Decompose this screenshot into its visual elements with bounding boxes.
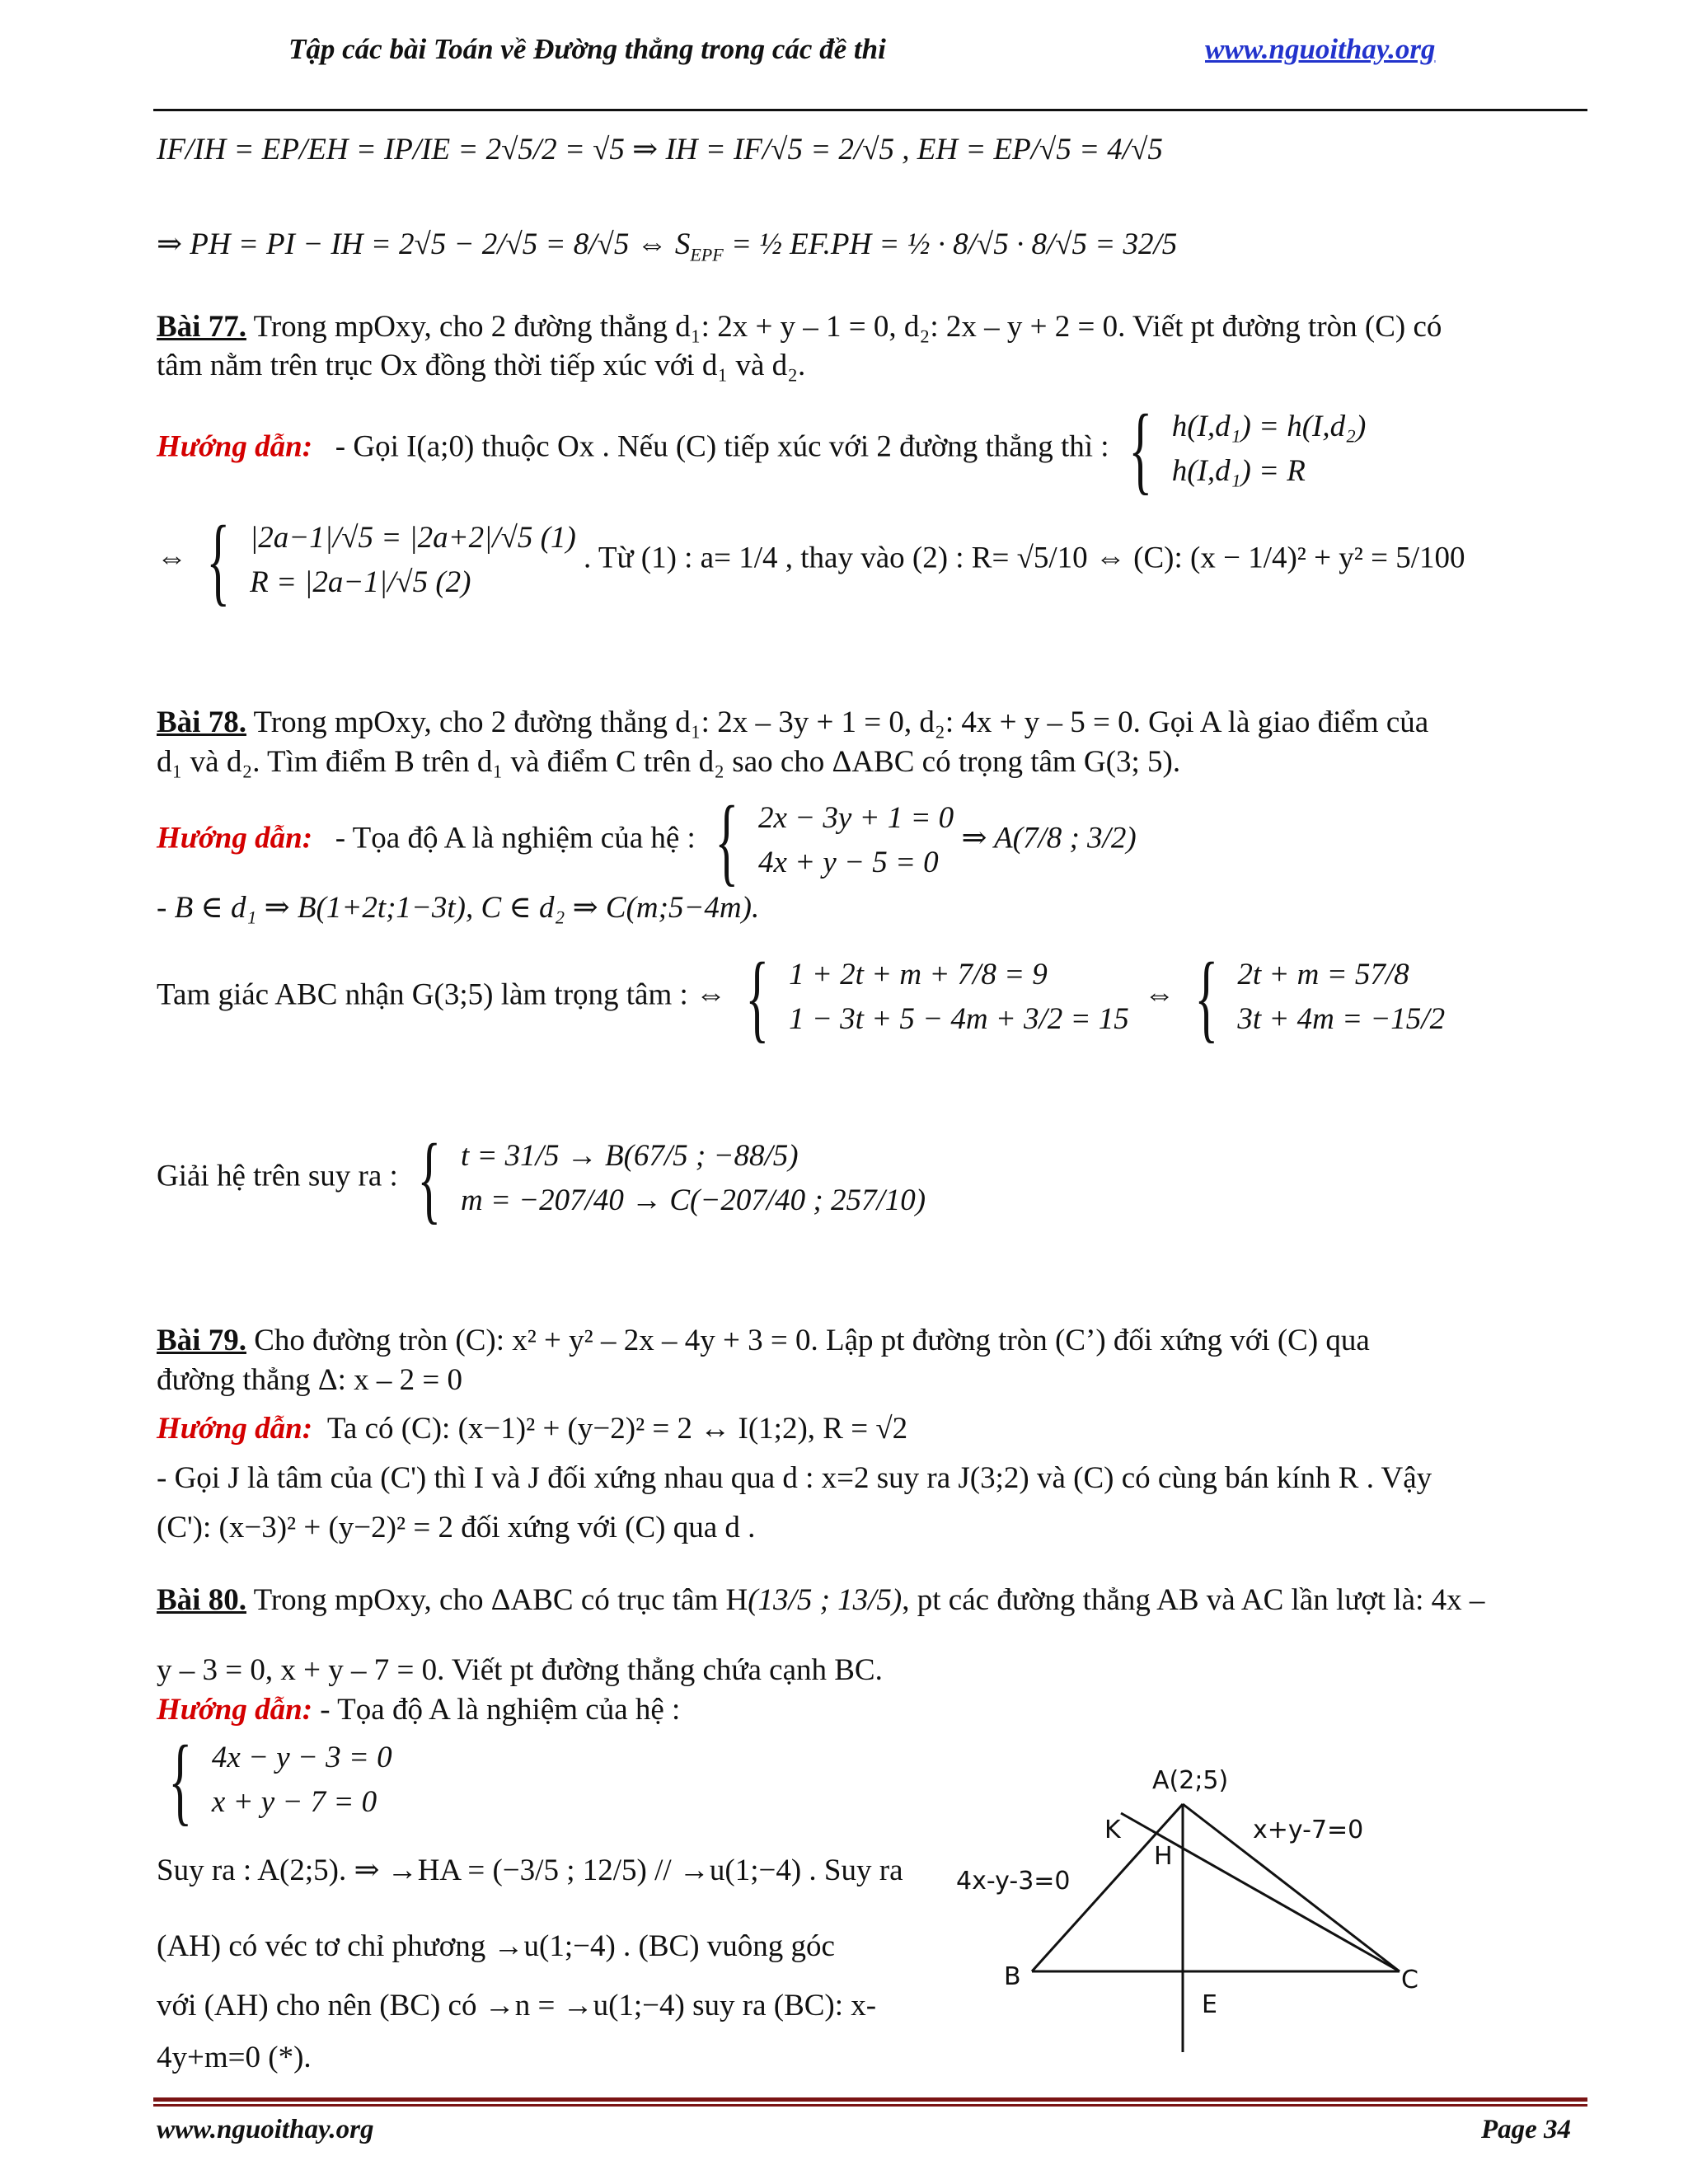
b78-systemA [758,800,954,882]
b78-h-eq1: 2t + m = 57/8 [1237,957,1409,991]
b77-line1 [157,309,1442,345]
b80-orthocenter: (13/5 ; 13/5) [748,1583,903,1617]
b77-label: Bài 77. [157,310,246,344]
b78-g-system [789,957,1129,1038]
b80-guide [157,1692,680,1728]
b77-solution-eq2: R = |2a−1|/√5 (2) [250,565,471,599]
b78-g-brace: { [745,942,770,1052]
label-K: K [1104,1816,1121,1844]
b77-solution [157,505,1465,615]
b79-line2: đường thẳng Δ: x – 2 = 0 [157,1363,463,1397]
b80-p3: với (AH) cho nên (BC) có →n = →u(1;−4) suy ra (BC): x- [157,1989,877,2022]
b79-text1: Cho đường tròn (C): x² + y² – 2x – 4y + 3 = 0. Lập pt đường tròn (C’) đối xứng với (C) qua [246,1324,1370,1357]
b78-h-system [1237,957,1445,1038]
b78-s-eq1: t = 31/5 → B(67/5 ; −88/5) [460,1138,799,1173]
b77-guide-text: - Gọi I(a;0) thuộc Ox . Nếu (C) tiếp xúc với 2 đường thẳng thì : [335,429,1109,464]
label-B: B [1004,1962,1021,1991]
b79-guide-label: Hướng dẫn: [157,1412,313,1446]
b78-line2: d₁ và d₂. Tìm điểm B trên d₁ và điểm C trên d₂ sao cho ΔABC có trọng tâm G(3; 5). [157,745,1181,779]
b78-solve [157,1123,926,1233]
b78-label: Bài 78. [157,705,246,739]
b78-systemA-eq2: 4x + y − 5 = 0 [757,846,939,879]
b80-system-eq1: 4x − y − 3 = 0 [211,1740,392,1774]
b80-text1c: , pt các đường thẳng AB và AC lần lượt là: 4x – [902,1583,1485,1617]
b78-g-eq1: 1 + 2t + m + 7/8 = 9 [789,957,1048,991]
label-C: C [1401,1966,1418,1994]
top-equation-2-tail: = ½ EF.PH = ½ · 8/√5 · 8/√5 = 32/5 [730,227,1178,261]
b80-system-eq2: x + y − 7 = 0 [211,1785,377,1819]
equiv-symbol: ⇔ [157,541,187,575]
b80-line2: y – 3 = 0, x + y – 7 = 0. Viết pt đường thẳng chứa cạnh BC. [157,1653,883,1687]
header-divider [153,109,1587,111]
b77-guide [157,394,1367,504]
label-E: E [1202,1990,1217,2019]
footer-divider-thick [153,2097,1587,2102]
b77-line2: tâm nằm trên trục Ox đồng thời tiếp xúc với d₁ và d₂. [157,349,806,382]
b80-line1 [157,1582,1484,1619]
b77-text1: Trong mpOxy, cho 2 đường thẳng d₁: 2x + y – 1 = 0, d₂: 2x – y + 2 = 0. Viết pt đường tròn (C) có [246,310,1442,344]
b78-systemA-brace: { [715,785,739,895]
b78-guide [157,785,1137,895]
b77-solution-system [250,520,576,602]
b80-system-brace: { [168,1725,193,1835]
label-line-AB: 4x-y-3=0 [956,1867,1071,1896]
b77-solution-brace: { [206,505,231,615]
b77-system [1172,409,1367,490]
b78-s-brace: { [417,1123,442,1233]
footer-page-number: Page 34 [1481,2115,1572,2144]
b78-guide-label: Hướng dẫn: [157,821,313,855]
triangle-figure [931,1747,1442,2077]
b78-centroid: Tam giác ABC nhận G(3;5) làm trọng tâm : ⇔ { 1 + 2t + m + 7/8 = 9 1 − 3t + 5 − 4m + 3/2 = 15 ⇔ { 2t + m = 57/8 3t + 4m = −15/2 [157,942,1446,1052]
b77-solution-eq1: |2a−1|/√5 = |2a+2|/√5 (1) [250,520,576,555]
b80-system [212,1740,392,1821]
b78-systemA-eq1: 2x − 3y + 1 = 0 [757,800,954,835]
b80-guide-text: - Tọa độ A là nghiệm của hệ : [320,1693,681,1727]
page-header-title: Tập các bài Toán về Đường thẳng trong các đề thi [288,33,886,65]
b79-guide [157,1411,907,1447]
b78-line1 [157,705,1428,741]
b77-system-eq1: h(I,d₁) = h(I,d₂) [1171,409,1367,443]
top-equation-1: IF/IH = EP/EH = IP/IE = 2√5/2 = √5 ⇒ IH = IF/√5 = 2/√5 , EH = EP/√5 = 4/√5 [157,133,1163,166]
top-equation-2-main: ⇒ PH = PI − IH = 2√5 − 2/√5 = 8/√5 ⇔ S [157,227,691,261]
b78-point-A: ⇒ A(7/8 ; 3/2) [961,821,1137,855]
b80-p4: 4y+m=0 (*). [157,2041,312,2074]
b78-h-eq2: 3t + 4m = −15/2 [1237,1002,1446,1036]
b80-p2: (AH) có véc tơ chỉ phương →u(1;−4) . (BC) vuông góc [157,1929,835,1963]
b78-s-eq2: m = −207/40 → C(−207/40 ; 257/10) [460,1183,926,1217]
top-equation-2 [157,227,1177,266]
b77-solution-tail: . Từ (1) : a= 1/4 , thay vào (2) : R= √5/10 ⇔ (C): (x − 1/4)² + y² = 5/100 [584,541,1465,575]
b80-guide-label: Hướng dẫn: [157,1693,313,1727]
b79-line3: - Gọi J là tâm của (C') thì I và J đối xứng nhau qua d : x=2 suy ra J(3;2) và (C) có cùng bán kính R . Vậy [157,1461,1432,1495]
b78-s-system [461,1138,926,1220]
b80-label: Bài 80. [157,1583,246,1617]
b79-guide-text: Ta có (C): (x−1)² + (y−2)² = 2 ↔ I(1;2), R = √2 [326,1412,908,1446]
b78-centroid-text: Tam giác ABC nhận G(3;5) làm trọng tâm : ⇔ [157,977,727,1012]
footer-divider-thin [153,2104,1587,2107]
b77-system-brace: { [1128,394,1153,504]
b77-system-eq2: h(I,d₁) = R [1171,454,1306,488]
b80-text1a: Trong mpOxy, cho ΔABC có trục tâm H [253,1583,748,1617]
b79-label: Bài 79. [157,1324,246,1357]
label-H: H [1154,1842,1173,1871]
b79-line4: (C'): (x−3)² + (y−2)² = 2 đối xứng với (C) qua d . [157,1511,756,1544]
label-A: A(2;5) [1152,1766,1229,1795]
b78-text1: Trong mpOxy, cho 2 đường thẳng d₁: 2x – 3y + 1 = 0, d₂: 4x + y – 5 = 0. Gọi A là giao điểm của [246,705,1429,739]
b78-guide-text: - Tọa độ A là nghiệm của hệ : [335,821,696,855]
footer-website[interactable]: www.nguoithay.org [157,2115,374,2144]
b80-p1: Suy ra : A(2;5). ⇒ →HA = (−3/5 ; 12/5) // →u(1;−4) . Suy ra [157,1854,903,1887]
header-website-link[interactable]: www.nguoithay.org [1205,33,1436,65]
label-line-AC: x+y-7=0 [1253,1816,1364,1844]
b80-system-block [157,1725,392,1835]
b77-guide-label: Hướng dẫn: [157,429,313,464]
b78-solve-text: Giải hệ trên suy ra : [157,1159,398,1193]
b78-h-brace: { [1193,942,1218,1052]
b78-g-eq2: 1 − 3t + 5 − 4m + 3/2 = 15 [789,1002,1129,1036]
area-subscript: EPF [690,244,724,265]
b79-line1 [157,1323,1370,1359]
b78-bc-param: - B ∈ d₁ ⇒ B(1+2t;1−3t), C ∈ d₂ ⇒ C(m;5−4m). [157,891,760,925]
